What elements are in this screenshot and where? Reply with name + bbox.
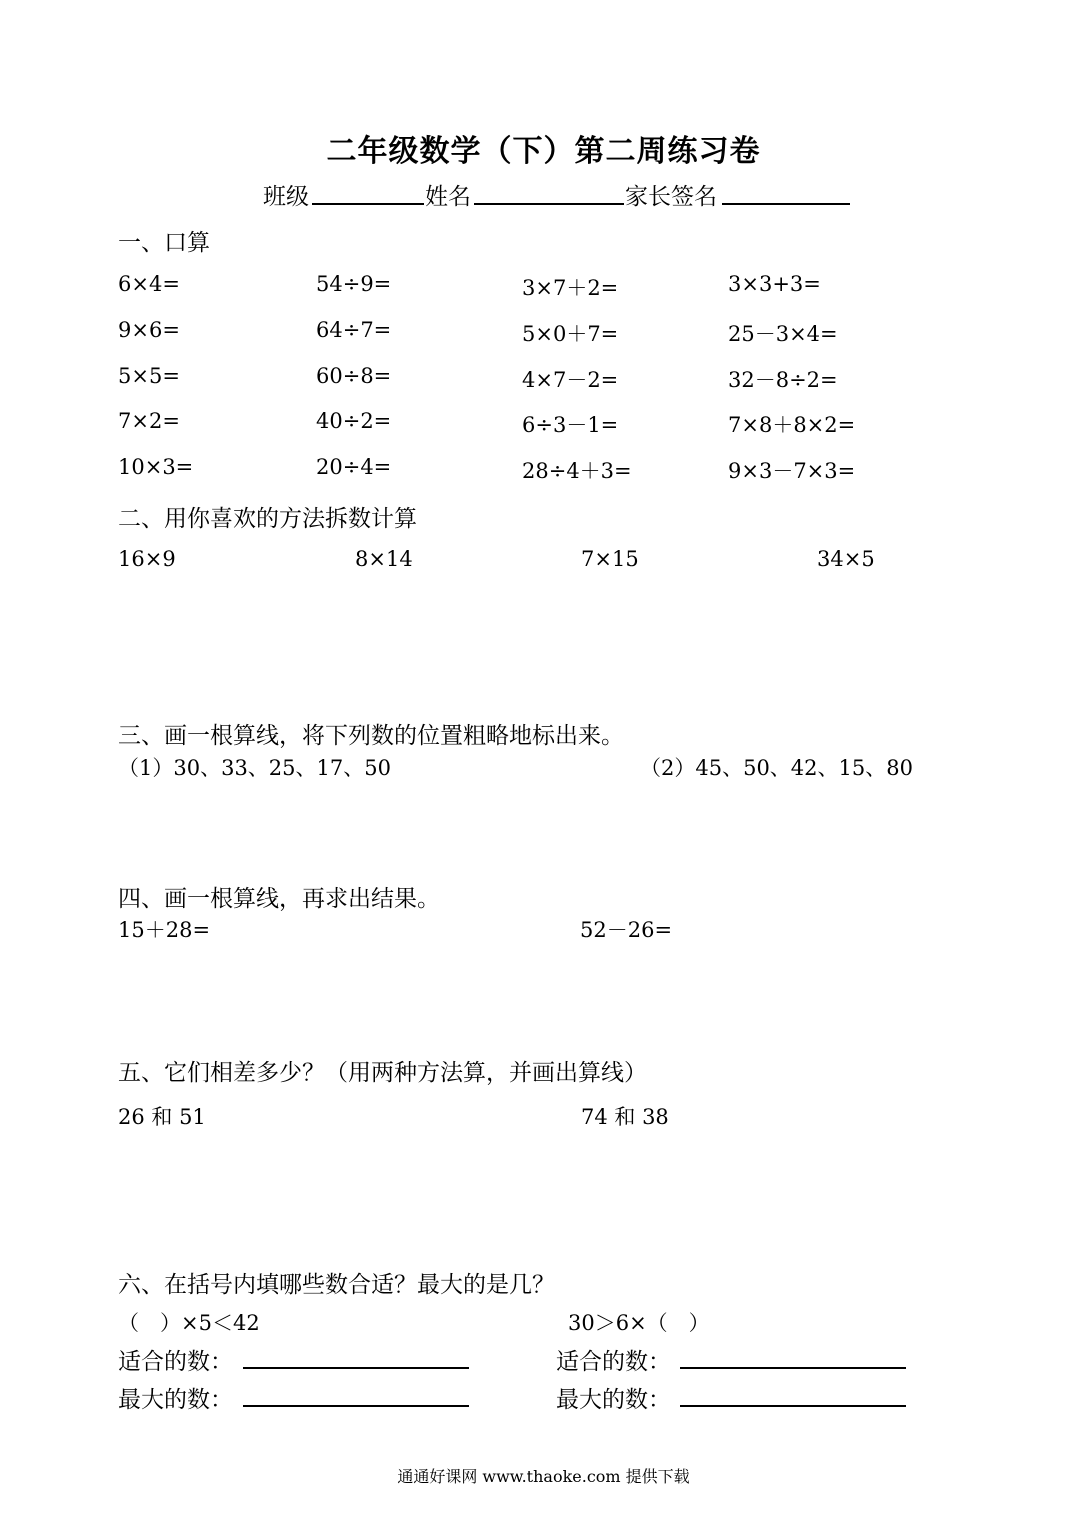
section-4-heading: 四、画一根算线，再求出结果。 <box>118 886 440 912</box>
problem: 20÷4= <box>316 455 392 479</box>
problem: 30＞6×（ ） <box>568 1311 710 1335</box>
problem: 9×3－7×3= <box>728 459 856 483</box>
parent-signature-label: 家长签名 <box>625 184 717 210</box>
problem: 28÷4＋3= <box>522 459 632 483</box>
problem: 6÷3－1= <box>522 413 619 437</box>
problem: 5×5= <box>118 364 180 388</box>
problem: 3×7＋2= <box>522 276 619 300</box>
section-2-heading: 二、用你喜欢的方法拆数计算 <box>118 506 417 532</box>
problem: 26 和 51 <box>118 1105 206 1129</box>
problem: 40÷2= <box>316 409 392 433</box>
fit-numbers-blank <box>243 1367 469 1369</box>
problem: 6×4= <box>118 272 180 296</box>
problem: 3×3+3= <box>728 272 821 296</box>
problem: 25－3×4= <box>728 322 838 346</box>
problem: 4×7－2= <box>522 368 619 392</box>
section-3-heading: 三、画一根算线，将下列数的位置粗略地标出来。 <box>118 723 624 749</box>
name-label: 姓名 <box>425 184 471 210</box>
fit-numbers-blank <box>680 1367 906 1369</box>
problem: 10×3= <box>118 455 194 479</box>
problem: 32－8÷2= <box>728 368 838 392</box>
fit-numbers-label: 适合的数： <box>556 1349 671 1375</box>
problem: 60÷8= <box>316 364 392 388</box>
max-number-label: 最大的数： <box>118 1387 233 1413</box>
problem: 16×9 <box>118 547 176 571</box>
section-1-heading: 一、口算 <box>118 230 210 256</box>
problem: 34×5 <box>817 547 875 571</box>
parent-signature-blank <box>722 203 850 205</box>
problem: 52－26= <box>580 918 673 942</box>
max-number-blank <box>680 1405 906 1407</box>
footer-text: 通通好课网 www.thaoke.com 提供下载 <box>397 1467 690 1486</box>
max-number-blank <box>243 1405 469 1407</box>
problem: 8×14 <box>355 547 413 571</box>
max-number-label: 最大的数： <box>556 1387 671 1413</box>
problem: （1）30、33、25、17、50 <box>118 756 391 780</box>
problem: 7×15 <box>581 547 639 571</box>
problem: 54÷9= <box>316 272 392 296</box>
problem: 9×6= <box>118 318 180 342</box>
problem: 74 和 38 <box>581 1105 669 1129</box>
problem: 7×8＋8×2= <box>728 413 856 437</box>
class-blank <box>312 203 424 205</box>
page-title: 二年级数学（下）第二周练习卷 <box>326 134 761 169</box>
problem: 15＋28= <box>118 918 211 942</box>
fit-numbers-label: 适合的数： <box>118 1349 233 1375</box>
problem: 7×2= <box>118 409 180 433</box>
problem: 64÷7= <box>316 318 392 342</box>
problem: （ ）×5＜42 <box>118 1311 260 1335</box>
problem: （2）45、50、42、15、80 <box>640 756 913 780</box>
section-6-heading: 六、在括号内填哪些数合适？最大的是几？ <box>118 1272 555 1298</box>
name-blank <box>474 203 624 205</box>
problem: 5×0＋7= <box>522 322 619 346</box>
class-label: 班级 <box>263 184 309 210</box>
section-5-heading: 五、它们相差多少？（用两种方法算，并画出算线） <box>118 1060 647 1086</box>
